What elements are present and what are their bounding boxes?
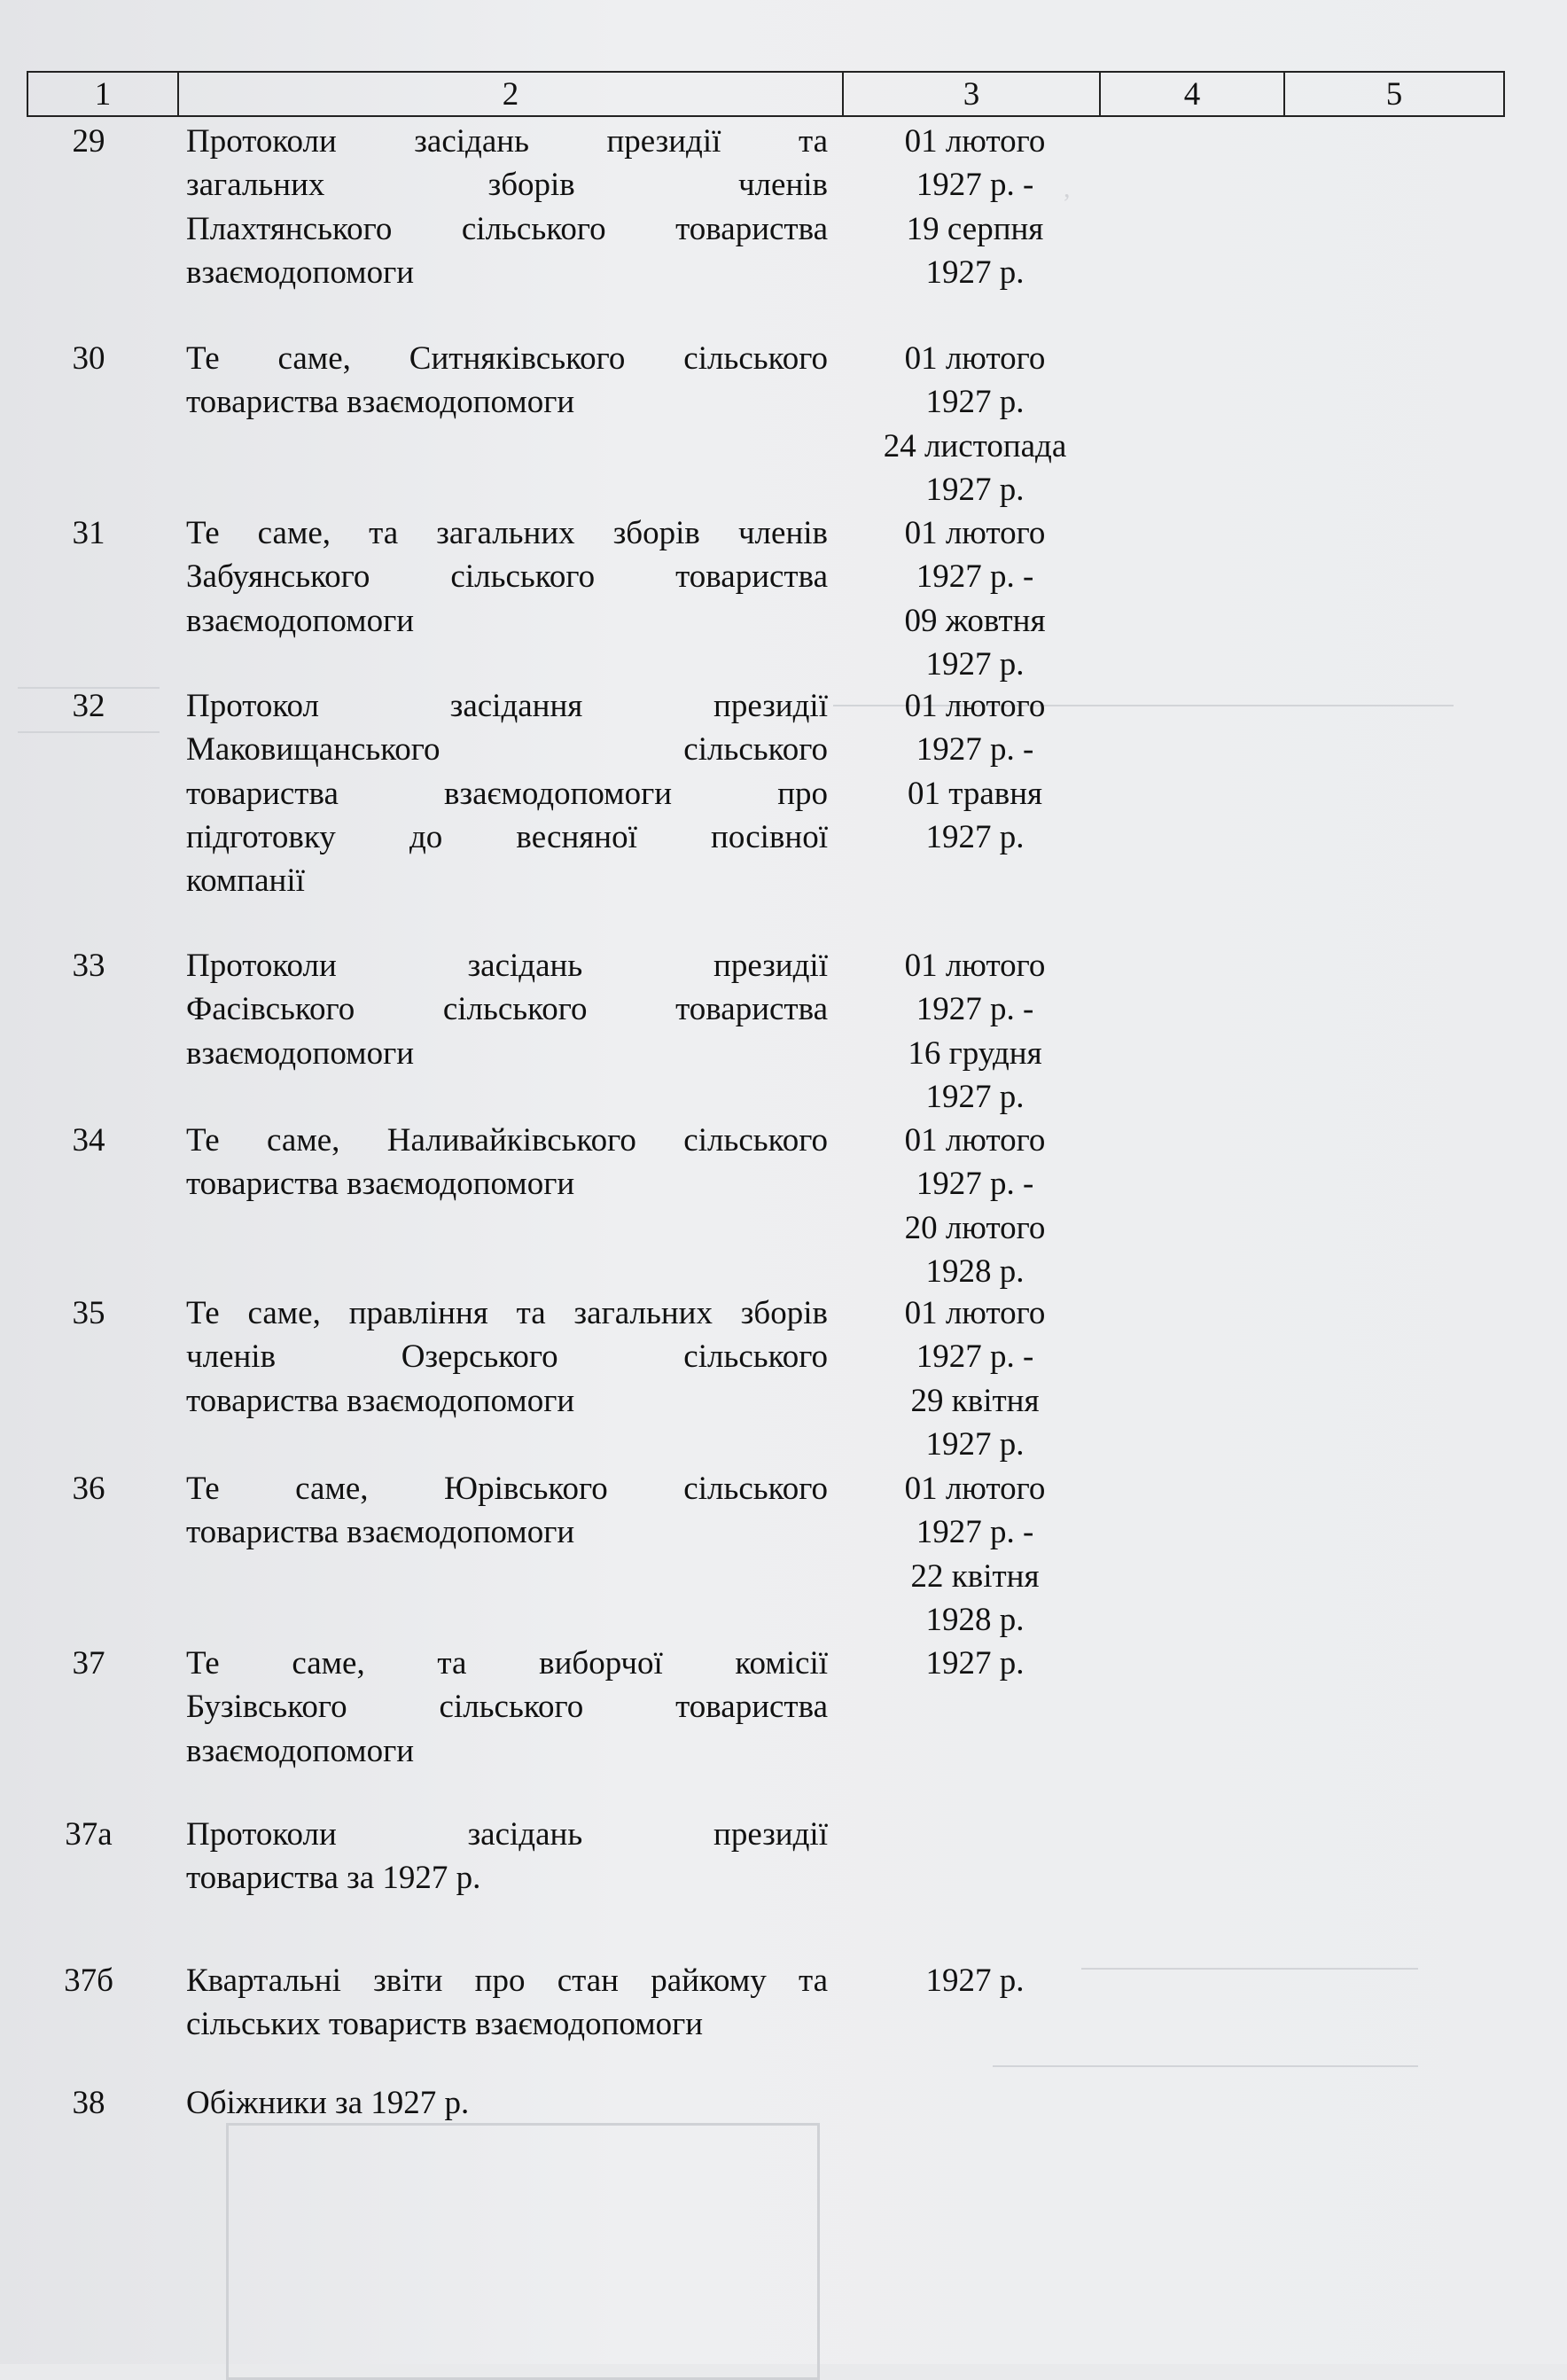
row-title (186, 944, 828, 1075)
row-title (186, 120, 828, 294)
row-title-line: взаємодопомоги (186, 254, 415, 291)
row-title-line: Плахтянського сільського товариства (186, 210, 828, 247)
row-title-line: загальних зборів членів (186, 167, 828, 204)
row-dates (846, 120, 1103, 294)
row-dates (846, 1959, 1103, 2002)
row-date-line: 01 травня (907, 775, 1043, 812)
row-date-line: 1927 р. - (916, 731, 1034, 769)
row-title (186, 337, 828, 425)
row-date-line: 1927 р. - (916, 1338, 1034, 1376)
row-title-line: взаємодопомоги (186, 1732, 415, 1769)
row-dates (846, 684, 1103, 859)
reverse-side-bleed-through: , (0, 0, 1567, 2364)
row-dates (846, 944, 1103, 1119)
column-header-2: 2 (179, 73, 844, 115)
row-title-line: Маковищанського сільського (186, 731, 828, 769)
row-dates (846, 1291, 1103, 1466)
row-title-line: Протоколи засідань президії та (186, 123, 828, 160)
row-title-line: сільських товариств взаємодопомоги (186, 2006, 704, 2043)
row-number: 31 (72, 515, 105, 551)
column-header-4: 4 (1101, 73, 1285, 115)
column-header-3: 3 (844, 73, 1101, 115)
row-title-line: товариства взаємодопомоги про (186, 775, 828, 812)
row-title-line: товариства взаємодопомоги (186, 384, 575, 421)
row-date-line: 01 лютого (904, 688, 1046, 724)
row-number: 38 (72, 2085, 105, 2121)
row-date-line: 1927 р. - (916, 991, 1034, 1028)
row-title-line: товариства взаємодопомоги (186, 1166, 575, 1203)
row-date-line: 16 грудня (908, 1034, 1042, 1072)
row-title-line: Протокол засідання президії (186, 688, 828, 724)
row-date-line: 1927 р. - (916, 558, 1034, 596)
row-date-line: 22 квітня (910, 1557, 1040, 1595)
row-dates (846, 511, 1103, 686)
column-header-1: 1 (28, 73, 179, 115)
row-title-line: взаємодопомоги (186, 602, 415, 639)
row-number: 32 (72, 688, 105, 724)
row-title-line: компанії (186, 862, 305, 900)
row-title-line: Те саме, Наливайківського сільського (186, 1122, 828, 1159)
row-date-line: 1927 р. (925, 645, 1025, 683)
row-number: 35 (72, 1295, 105, 1331)
row-date-line: 1928 р. (925, 1601, 1025, 1638)
row-title-line: членів Озерського сільського (186, 1338, 828, 1376)
row-title-line: Те саме, правління та загальних зборів (186, 1295, 828, 1331)
row-title-line: Протоколи засідань президії (186, 948, 828, 984)
row-date-line: 1928 р. (925, 1252, 1025, 1290)
row-title-line: взаємодопомоги (186, 1034, 415, 1072)
row-date-line: 01 лютого (904, 123, 1046, 160)
row-title (186, 1959, 828, 2047)
row-title (186, 1642, 828, 1773)
row-date-line: 1927 р. - (916, 1514, 1034, 1551)
row-date-line: 09 жовтня (904, 602, 1046, 639)
row-title (186, 1291, 828, 1423)
row-date-line: 01 лютого (904, 1295, 1046, 1331)
row-dates (846, 1642, 1103, 1685)
row-date-line: 01 лютого (904, 1471, 1046, 1507)
row-title-line: товариства взаємодопомоги (186, 1514, 575, 1551)
row-date-line: 1927 р. (925, 1645, 1025, 1682)
row-number: 37а (65, 1816, 113, 1853)
row-number: 29 (72, 123, 105, 160)
row-number: 37 (72, 1645, 105, 1682)
row-title (186, 684, 828, 902)
row-title-line: Фасівського сільського товариства (186, 991, 828, 1028)
faint-stamp-bleed-through (226, 2123, 820, 2380)
column-header-5: 5 (1385, 75, 1403, 113)
row-date-line: 01 лютого (904, 340, 1046, 377)
row-date-line: 1927 р. (925, 1078, 1025, 1115)
row-date-line: 1927 р. (925, 471, 1025, 508)
row-date-line: 01 лютого (904, 1122, 1046, 1159)
row-title-line: Забуянського сільського товариства (186, 558, 828, 596)
row-number: 36 (72, 1471, 105, 1507)
row-date-line: 01 лютого (904, 515, 1046, 551)
row-title (186, 1813, 828, 1900)
row-date-line: 20 лютого (904, 1209, 1046, 1246)
row-title-line: Те саме, та загальних зборів членів (186, 515, 828, 551)
row-dates (846, 1119, 1103, 1293)
row-date-line: 19 серпня (906, 210, 1044, 247)
row-number: 30 (72, 340, 105, 377)
row-number: 33 (72, 948, 105, 984)
row-title-line: підготовку до весняної посівної (186, 818, 828, 855)
row-date-line: 29 квітня (910, 1382, 1040, 1419)
row-date-line: 1927 р. (925, 1963, 1025, 1999)
row-number: 34 (72, 1122, 105, 1159)
row-title-line: Квартальні звіти про стан райкому та (186, 1963, 828, 1999)
row-title-line: Те саме, Юрівського сільського (186, 1471, 828, 1507)
row-date-line: 24 листопада (883, 427, 1067, 464)
row-number: 37б (64, 1963, 113, 1999)
column-header-row (27, 71, 1505, 117)
row-dates (846, 1467, 1103, 1642)
row-title-line: Те саме, та виборчої комісії (186, 1645, 828, 1682)
row-date-line: 1927 р. (925, 254, 1025, 291)
row-title-line: Бузівського сільського товариства (186, 1689, 828, 1726)
row-title-line: Те саме, Ситняківського сільського (186, 340, 828, 377)
row-title (186, 511, 828, 643)
row-title-line: товариства за 1927 р. (186, 1860, 481, 1897)
row-date-line: 1927 р. (925, 384, 1025, 421)
row-title (186, 1119, 828, 1206)
row-title-line: товариства взаємодопомоги (186, 1382, 575, 1419)
row-title-line: Протоколи засідань президії (186, 1816, 828, 1853)
row-date-line: 1927 р. (925, 818, 1025, 855)
row-date-line: 01 лютого (904, 948, 1046, 984)
row-title-line: Обіжники за 1927 р. (186, 2085, 470, 2121)
row-dates (846, 337, 1103, 511)
row-title (186, 1467, 828, 1555)
row-date-line: 1927 р. - (916, 167, 1034, 204)
row-date-line: 1927 р. - (916, 1166, 1034, 1203)
row-date-line: 1927 р. (925, 1425, 1025, 1463)
row-title (186, 2081, 828, 2125)
